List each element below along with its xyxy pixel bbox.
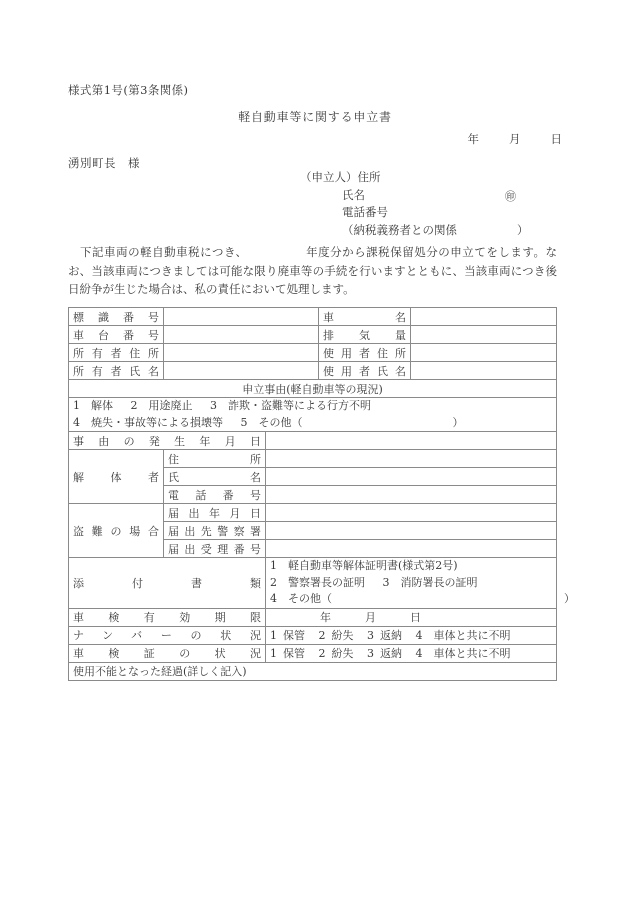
attachment-3-num: 3 <box>382 575 390 589</box>
value-plate-number[interactable] <box>164 308 319 326</box>
attachments-options[interactable] <box>266 558 575 609</box>
label-dismantler-name: 氏名 <box>164 468 266 486</box>
value-displacement[interactable] <box>411 326 557 344</box>
plate-status-4-text[interactable]: 車体と共に不明 <box>433 629 511 642</box>
statement-part2: 年度分から課税保留処分の申立てをします。なお、当該車両につきましては可能な限り廃車等の手続を行いますとともに、当該車両につき後日紛争が生じた場合は、私の責任において処理します。 <box>68 245 557 296</box>
label-vehicle-name: 車名 <box>319 308 411 326</box>
label-theft-receipt-number: 届出受理番号 <box>164 540 266 558</box>
statement-part1: 下記車両の軽自動車税につき、 <box>68 245 248 259</box>
certificate-status-3-num: 3 <box>367 647 374 660</box>
value-theft-police-station[interactable] <box>266 522 557 540</box>
plate-status-3-num: 3 <box>367 629 374 642</box>
label-inspection-expiry: 車検有効期限 <box>69 608 266 626</box>
attachment-2-num: 2 <box>270 575 277 589</box>
certificate-status-3-text[interactable]: 返納 <box>380 647 402 660</box>
attachment-line-2 <box>270 575 552 592</box>
form-number: 様式第1号(第3条関係) <box>68 83 189 97</box>
reason-option-5-text[interactable]: その他（ <box>258 415 303 429</box>
applicant-relation-close: ） <box>517 222 529 237</box>
label-displacement: 排気量 <box>319 326 411 344</box>
free-text-label: 使用不能となった経過(詳しく記入) <box>73 665 247 678</box>
plate-status-2-text[interactable]: 紛失 <box>331 629 354 642</box>
value-theft-receipt-number[interactable] <box>266 540 557 558</box>
label-owner-address: 所有者住所 <box>69 344 164 362</box>
expiry-month-label: 月 <box>365 611 376 624</box>
reason-option-1-num: 1 <box>73 399 80 412</box>
table-row <box>69 380 557 398</box>
reason-section-heading: 申立事由(軽自動車等の現況) <box>69 380 557 398</box>
reason-option-3-num: 3 <box>210 399 217 412</box>
label-plate-status: ナンバーの状況 <box>69 626 266 644</box>
table-row <box>69 326 557 344</box>
applicant-name-row <box>300 187 529 205</box>
table-row <box>69 504 557 522</box>
table-row <box>69 344 557 362</box>
certificate-status-4-text[interactable]: 車体と共に不明 <box>433 647 511 660</box>
reason-options[interactable] <box>69 398 557 432</box>
label-theft-report-date: 届出年月日 <box>164 504 266 522</box>
reason-options-line-2 <box>73 415 552 432</box>
reason-options-line-1 <box>73 398 552 415</box>
label-plate-number: 標識番号 <box>69 308 164 326</box>
value-dismantler-address[interactable] <box>266 450 557 468</box>
applicant-name-label: 氏名 <box>342 187 365 202</box>
free-text-area[interactable] <box>69 662 557 680</box>
plate-status-4-num: 4 <box>415 629 423 642</box>
value-dismantler-name[interactable] <box>266 468 557 486</box>
value-chassis-number[interactable] <box>164 326 319 344</box>
value-occurrence-date[interactable] <box>266 432 557 450</box>
value-theft-report-date[interactable] <box>266 504 557 522</box>
certificate-status-2-num: 2 <box>318 647 326 660</box>
attachment-4-text[interactable]: その他（ <box>288 592 332 605</box>
plate-status-options[interactable] <box>266 626 557 644</box>
reason-option-1-text[interactable]: 解体 <box>91 399 113 412</box>
reason-option-2-num: 2 <box>130 399 138 412</box>
applicant-phone-label: 電話番号 <box>342 205 388 219</box>
statement-paragraph <box>68 243 557 299</box>
applicant-address-label: （申立人）住所 <box>300 170 381 184</box>
certificate-status-2-text[interactable]: 紛失 <box>331 647 354 660</box>
label-theft-case: 盗難の場合 <box>69 504 164 558</box>
value-inspection-expiry[interactable] <box>266 608 557 626</box>
value-owner-address[interactable] <box>164 344 319 362</box>
attachment-line-3 <box>270 591 575 608</box>
value-owner-name[interactable] <box>164 362 319 380</box>
submission-date-line <box>0 131 562 147</box>
label-user-name: 使用者氏名 <box>319 362 411 380</box>
label-certificate-status: 車検証の状況 <box>69 644 266 662</box>
label-dismantler: 解体者 <box>69 450 164 504</box>
table-row <box>69 450 557 468</box>
reason-option-5-num: 5 <box>240 415 248 429</box>
table-row <box>69 608 557 626</box>
attachment-line-1 <box>270 558 552 575</box>
reason-option-4-num: 4 <box>73 415 80 429</box>
table-row <box>69 644 557 662</box>
label-dismantler-address: 住所 <box>164 450 266 468</box>
certificate-status-1-text[interactable]: 保管 <box>283 647 305 660</box>
date-year-label: 年 <box>467 132 479 146</box>
table-row <box>69 308 557 326</box>
value-dismantler-phone[interactable] <box>266 486 557 504</box>
date-day-label: 日 <box>550 132 562 146</box>
table-row <box>69 432 557 450</box>
label-occurrence-date: 事由の発生年月日 <box>69 432 266 450</box>
addressee: 湧別町長 様 <box>68 156 140 170</box>
reason-option-2-text[interactable]: 用途廃止 <box>148 399 193 412</box>
applicant-address-row <box>300 169 529 187</box>
label-dismantler-phone: 電話番号 <box>164 486 266 504</box>
reason-option-3-text[interactable]: 詐欺・盗難等による行方不明 <box>228 399 371 412</box>
attachment-1-text[interactable]: 軽自動車等解体証明書(様式第2号) <box>288 559 458 572</box>
attachment-4-num: 4 <box>270 592 277 605</box>
date-month-label: 月 <box>509 132 521 146</box>
applicant-relation-label: （納税義務者との関係 <box>342 222 457 237</box>
label-chassis-number: 車台番号 <box>69 326 164 344</box>
applicant-block <box>300 169 529 239</box>
expiry-year-label: 年 <box>320 611 331 624</box>
label-theft-police-station: 届出先警察署 <box>164 522 266 540</box>
reason-option-4-text[interactable]: 焼失・事故等による損壊等 <box>91 415 223 429</box>
plate-status-3-text[interactable]: 返納 <box>380 629 402 642</box>
applicant-phone-row <box>300 204 529 222</box>
plate-status-1-num: 1 <box>270 629 277 642</box>
table-row <box>69 558 557 609</box>
certificate-status-1-num: 1 <box>270 647 277 660</box>
seal-icon: ㊞ <box>505 189 516 203</box>
table-row <box>69 662 557 680</box>
value-vehicle-name[interactable] <box>411 308 557 326</box>
label-user-address: 使用者住所 <box>319 344 411 362</box>
table-row <box>69 626 557 644</box>
certificate-status-4-num: 4 <box>415 647 423 660</box>
label-owner-name: 所有者氏名 <box>69 362 164 380</box>
value-user-address[interactable] <box>411 344 557 362</box>
label-attachments: 添付書類 <box>69 558 266 609</box>
applicant-relation-row <box>300 222 529 240</box>
table-row <box>69 362 557 380</box>
expiry-day-label: 日 <box>410 611 421 624</box>
attachment-4-close: ） <box>564 592 575 605</box>
table-row <box>69 398 557 432</box>
reason-option-5-close: ） <box>452 415 464 429</box>
plate-status-1-text[interactable]: 保管 <box>283 629 305 642</box>
form-table <box>68 307 575 681</box>
attachment-2-text[interactable]: 警察署長の証明 <box>288 575 365 589</box>
document-title: 軽自動車等に関する申立書 <box>238 110 392 124</box>
attachment-3-text[interactable]: 消防署長の証明 <box>400 575 478 589</box>
value-user-name[interactable] <box>411 362 557 380</box>
plate-status-2-num: 2 <box>318 629 326 642</box>
attachment-1-num: 1 <box>270 559 277 572</box>
certificate-status-options[interactable] <box>266 644 557 662</box>
